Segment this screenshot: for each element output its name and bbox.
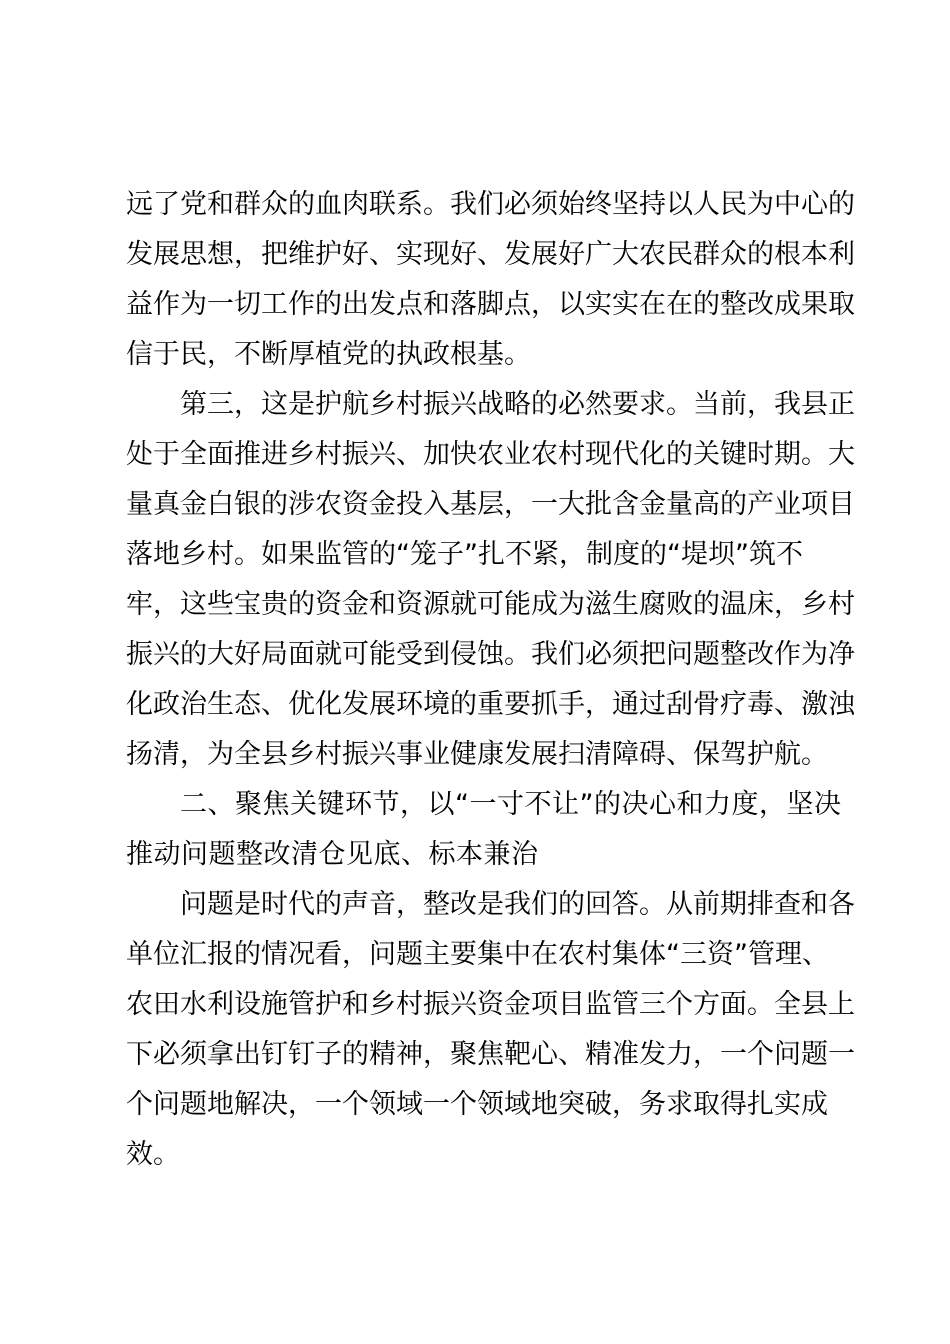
paragraph-line: 远了党和群众的血肉联系。我们必须始终坚持以人民为中心的 [126,189,855,220]
paragraph-line: 农田水利设施管护和乡村振兴资金项目监管三个方面。全县上 [126,989,855,1020]
paragraph-line: 信于民，不断厚植党的执政根基。 [126,339,531,370]
paragraph-line: 效。 [126,1139,180,1170]
paragraph-line: 发展思想，把维护好、实现好、发展好广大农民群众的根本利 [126,239,855,270]
paragraph-line: 下必须拿出钉钉子的精神，聚焦靶心、精准发力，一个问题一 [126,1039,855,1070]
paragraph-line: 振兴的大好局面就可能受到侵蚀。我们必须把问题整改作为净 [126,639,855,670]
paragraph-line: 单位汇报的情况看，问题主要集中在农村集体“三资”管理、 [126,939,829,970]
paragraph-line: 牢，这些宝贵的资金和资源就可能成为滋生腐败的温床，乡村 [126,589,855,620]
paragraph-line: 量真金白银的涉农资金投入基层，一大批含金量高的产业项目 [126,489,855,520]
section-heading-line: 二、聚焦关键环节，以“一寸不让”的决心和力度，坚决 [180,789,842,820]
paragraph-line: 个问题地解决，一个领域一个领域地突破，务求取得扎实成 [126,1089,828,1120]
paragraph-line: 处于全面推进乡村振兴、加快农业农村现代化的关键时期。大 [126,439,855,470]
paragraph-line: 落地乡村。如果监管的“笼子”扎不紧，制度的“堤坝”筑不 [126,539,803,570]
paragraph-line: 问题是时代的声音，整改是我们的回答。从前期排查和各 [180,889,855,920]
paragraph-line: 化政治生态、优化发展环境的重要抓手，通过刮骨疗毒、激浊 [126,689,855,720]
paragraph-line: 第三，这是护航乡村振兴战略的必然要求。当前，我县正 [180,389,855,420]
section-heading-line: 推动问题整改清仓见底、标本兼治 [126,839,539,870]
paragraph-line: 扬清，为全县乡村振兴事业健康发展扫清障碍、保驾护航。 [126,739,828,770]
paragraph-line: 益作为一切工作的出发点和落脚点，以实实在在的整改成果取 [126,289,855,320]
